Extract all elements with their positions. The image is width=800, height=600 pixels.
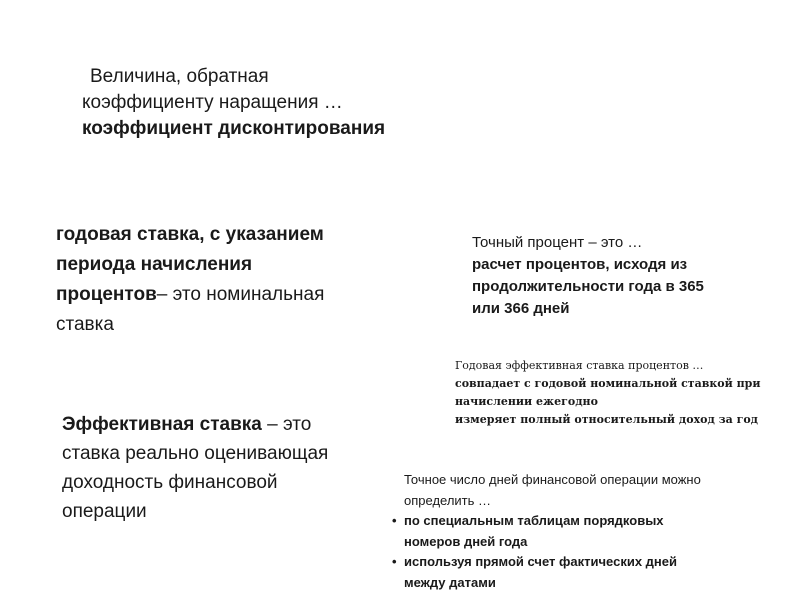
effective-rate-block (62, 410, 402, 526)
discount-coefficient-block (82, 64, 502, 142)
days-bullet-2 (392, 552, 792, 593)
effective-rate-line-3: начислении ежегодно (455, 395, 598, 408)
days-bullet-2-line-2: между датами (404, 574, 496, 590)
days-bullet-2-line-1: используя прямой счет фактических дней (404, 554, 677, 569)
nominal-line-4: ставка (56, 314, 114, 335)
effective-line-1-rest: – это (261, 414, 312, 435)
exact-interest-line-3: продолжительности года в 365 (472, 278, 704, 295)
exact-interest-line-4: или 366 дней (472, 300, 570, 317)
days-bullet-1-line-2: номеров дней года (404, 533, 528, 549)
effective-line-1 (62, 410, 402, 439)
days-bullet-1-line-1: по специальным таблицам порядковых (404, 513, 664, 528)
effective-line-3: доходность финансовой (62, 472, 278, 493)
effective-line-4: операции (62, 501, 147, 522)
discount-line-1: Величина, обратная (90, 66, 269, 87)
exact-days-block (392, 470, 792, 593)
effective-rate-line-2: совпадает с годовой номинальной ставкой при (455, 377, 761, 390)
effective-line-1-bold: Эффективная ставка (62, 414, 262, 435)
nominal-line-3-bold: процентов (56, 284, 157, 305)
exact-interest-line-2: расчет процентов, исходя из (472, 256, 688, 273)
nominal-line-3 (56, 280, 401, 310)
nominal-line-1: годовая ставка, с указанием (56, 224, 324, 245)
exact-interest-line-1: Точный процент – это … (472, 234, 643, 251)
discount-line-2: коэффициенту наращения … (82, 92, 343, 113)
days-bullet-1 (392, 511, 792, 552)
effective-rate-line-1: Годовая эффективная ставка процентов … (455, 359, 704, 372)
days-line-1: Точное число дней финансовой операции можно (404, 472, 701, 487)
effective-line-2: ставка реально оценивающая (62, 443, 329, 464)
days-line-2: определить … (404, 492, 492, 508)
bullet-icon: • (392, 554, 397, 569)
exact-interest-block (472, 232, 772, 320)
effective-rate-line-4: измеряет полный относительный доход за год (455, 413, 759, 426)
discount-line-3: коэффициент дисконтирования (82, 118, 386, 139)
nominal-rate-block (56, 220, 401, 340)
nominal-line-3-rest: – это номинальная (156, 284, 325, 305)
bullet-icon: • (392, 513, 397, 528)
effective-rate-question-block (455, 357, 800, 429)
nominal-line-2: периода начисления (56, 254, 253, 275)
